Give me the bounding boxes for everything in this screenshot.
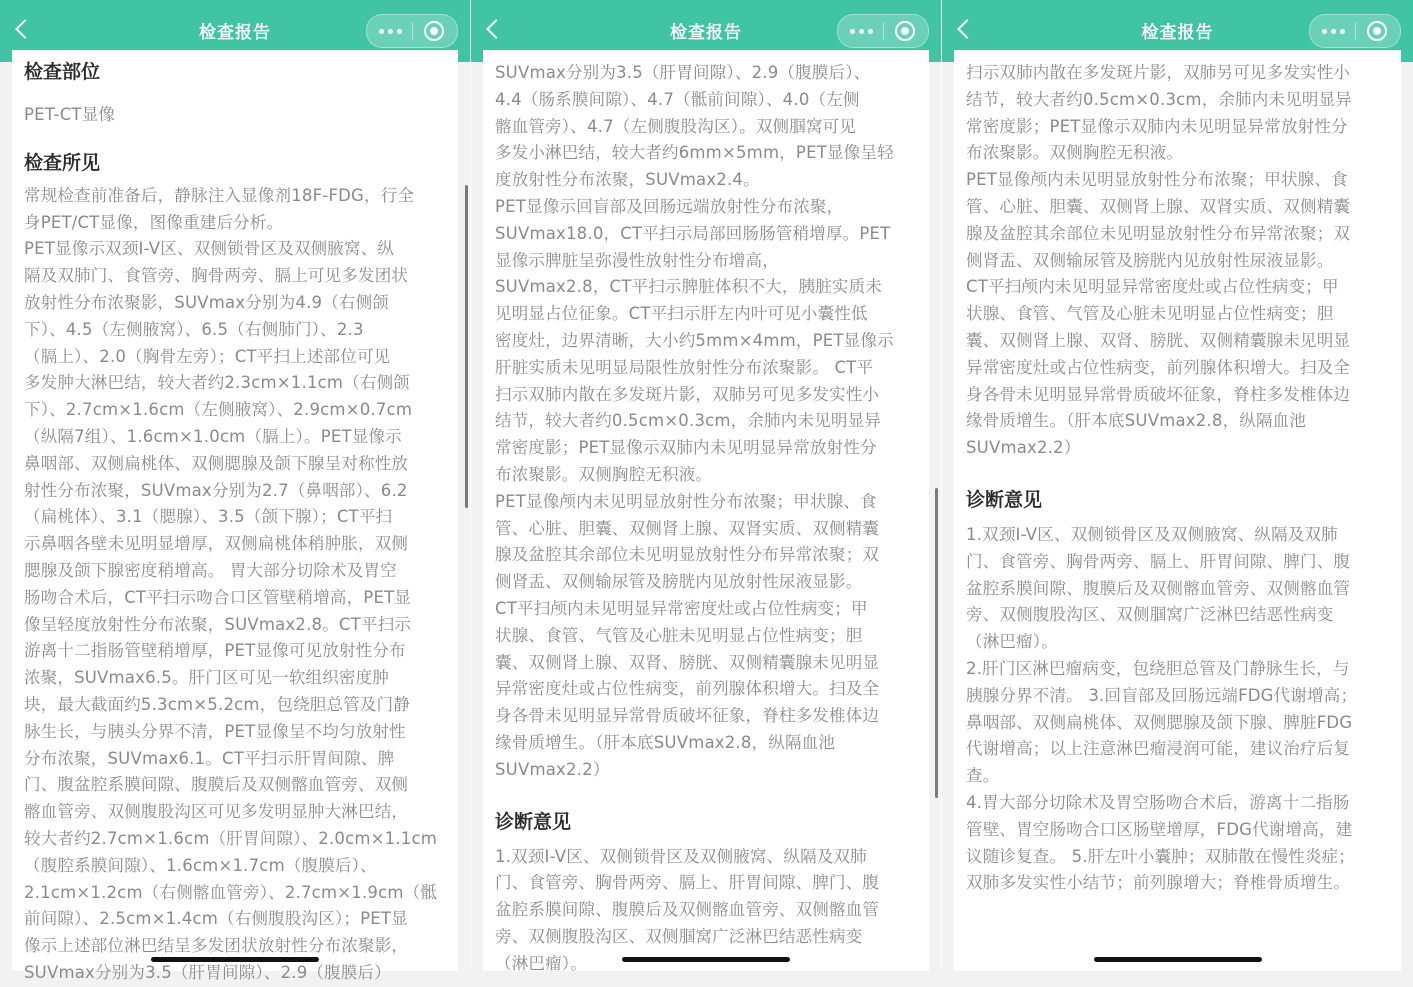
text-line: 双肺多发实性小结节；前列腺增大；脊椎骨质增生。 [966,873,1351,893]
text-line: 前间隙）、2.5cm×1.4cm（右侧腹股沟区）；PET显 [24,909,408,929]
text-line: 髂血管旁）、4.7（左侧腹股沟区）。双侧腘窝可见 [495,116,857,136]
text-line: 鼻咽部、双侧扁桃体、双侧腮腺及颌下腺呈对称性放 [24,453,409,473]
more-dots-icon[interactable] [379,24,405,38]
text-line: 身各骨未见明显异常骨质破坏征象，脊柱多发椎体边 [495,706,880,726]
text-line: 盆腔系膜间隙、腹膜后及双侧髂血管旁、双侧髂血管 [966,578,1351,598]
text-line: 旁、双侧腹股沟区、双侧腘窝广泛淋巴结恶性病变 [966,605,1334,625]
text-line: 管壁、胃空肠吻合口区肠壁增厚，FDG代谢增高，建 [966,819,1353,839]
text-line: 多发小淋巴结，较大者约6mm×5mm，PET显像呈轻 [495,143,894,163]
findings-text [966,60,1389,462]
text-line: 身PET/CT显像，图像重建后分析。 [24,212,284,232]
text-line: 度放射性分布浓聚，SUVmax2.4。 [495,170,760,190]
text-line: SUVmax18.0，CT平扫示局部回肠肠管稍增厚。PET [495,223,891,243]
text-line: 块，最大截面约5.3cm×5.2cm，包绕胆总管及门静 [24,694,410,714]
text-line: SUVmax分别为3.5（肝胃间隙）、2.9（腹膜后） [24,962,391,982]
text-line: 像呈轻度放射性分布浓聚，SUVmax2.8。CT平扫示 [24,614,412,634]
text-line: 多发肿大淋巴结，较大者约2.3cm×1.1cm（右侧颌 [24,373,410,393]
text-line: （膈上）、2.0（胸骨左旁）；CT平扫上述部位可见 [24,346,391,366]
text-line: CT平扫颅内未见明显异常密度灶或占位性病变；甲 [966,277,1339,297]
text-line: 4.胃大部分切除术及胃空肠吻合术后，游离十二指肠 [966,792,1350,812]
text-line: SUVmax2.8，CT平扫示脾脏体积不大，胰脏实质未 [495,277,883,297]
text-line: CT平扫颅内未见明显异常密度灶或占位性病变；甲 [495,598,868,618]
text-line: SUVmax2.2） [966,438,1081,458]
text-line: 下）、4.5（左侧腋窝）、6.5（右侧肺门）、2.3 [24,319,364,339]
text-line: （纵隔7组）、1.6cm×1.0cm（膈上）。PET显像示 [24,426,402,446]
text-line: 门、腹盆腔系膜间隙、腹膜后及双侧髂血管旁、双侧 [24,775,409,795]
text-line: 状腺、食管、气管及心脏未见明显占位性病变；胆 [495,625,863,645]
report-panel-2 [471,0,941,971]
text-line: 下）、2.7cm×1.6cm（左侧腋窝）、2.9cm×0.7cm [24,400,413,420]
text-line: 缘骨质增生。（肝本底SUVmax2.8，纵隔血池 [966,411,1307,431]
text-line: （扁桃体）、3.1（腮腺）、3.5（颌下腺）；CT平扫 [24,507,393,527]
text-line: 分布浓聚，SUVmax6.1。CT平扫示肝胃间隙、脾 [24,748,395,768]
exam-part-value: PET-CT显像 [24,105,116,124]
text-line: 胰腺分界不清。 3.回盲部及回肠远端FDG代谢增高； [966,685,1358,705]
text-line: 1.双颈I-V区、双侧锁骨区及双侧腋窝、纵隔及双肺 [495,846,867,866]
text-line: 肠吻合术后，CT平扫示吻合口区管壁稍增高，PET显 [24,587,412,607]
page-title: 检查报告 [199,23,271,43]
report-card [954,50,1401,971]
text-line: 隔及双肺门、食管旁、胸骨两旁、膈上可见多发团状 [24,266,409,286]
text-line: （腹腔系膜间隙）、1.6cm×1.7cm（腹膜后）、 [24,855,377,875]
text-line: 侧肾盂、双侧输尿管及膀胱内见放射性尿液显影。 [966,250,1334,270]
text-line: 异常密度灶或占位性病变，前列腺体积增大。扫及全 [495,679,880,699]
text-line: 鼻咽部、双侧扁桃体、双侧腮腺及颌下腺、脾脏FDG [966,712,1353,732]
text-line: 游离十二指肠管壁稍增厚，PET显像可见放射性分布 [24,641,406,661]
home-indicator [151,957,319,962]
text-line: （淋巴瘤）。 [495,953,587,973]
text-line: 示鼻咽各壁未见明显增厚，双侧扁桃体稍肿胀，双侧 [24,534,409,554]
text-line: 见明显占位征象。CT平扫示肝左内叶可见小囊性低 [495,304,868,324]
text-line: 查。 [966,766,1000,786]
text-line: 2.肝门区淋巴瘤病变，包绕胆总管及门静脉生长，与 [966,658,1350,678]
report-card [12,50,458,982]
close-target-icon[interactable] [1367,21,1387,41]
text-line: PET显像示回盲部及回肠远端放射性分布浓聚， [495,196,844,216]
text-line: 较大者约2.7cm×1.6cm（肝胃间隙）、2.0cm×1.1cm [24,828,438,848]
mini-program-capsule [1309,14,1401,48]
text-line: 状腺、食管、气管及心脏未见明显占位性病变；胆 [966,304,1334,324]
text-line: 代谢增高；以上注意淋巴瘤浸润可能，建议治疗后复 [966,739,1351,759]
text-line: 2.1cm×1.2cm（右侧髂血管旁）、2.7cm×1.9cm（骶 [24,882,438,902]
close-target-icon[interactable] [424,21,444,41]
section-title-diagnosis: 诊断意见 [966,488,1043,511]
text-line: 腺及盆腔其余部位未见明显放射性分布异常浓聚；双 [495,545,880,565]
text-line: 囊、双侧肾上腺、双肾、膀胱、双侧精囊腺未见明显 [495,652,880,672]
more-dots-icon[interactable] [1322,24,1348,38]
findings-text [495,60,917,784]
scrollbar[interactable] [465,185,468,508]
text-line: 肝脏实质未见明显局限性放射性分布浓聚影。 CT平 [495,357,874,377]
text-line: PET显像颅内未见明显放射性分布浓聚；甲状腺、食 [495,491,877,511]
section-title-part: 检查部位 [24,61,101,83]
page-title: 检查报告 [1141,23,1214,43]
page-title: 检查报告 [670,23,742,43]
text-line: 射性分布浓聚，SUVmax分别为2.7（鼻咽部）、6.2 [24,480,408,500]
text-line: 1.双颈I-V区、双侧锁骨区及双侧腋窝、纵隔及双肺 [966,524,1338,544]
text-line: 身各骨未见明显异常骨质破坏征象，脊柱多发椎体边 [966,384,1351,404]
findings-text [24,183,446,987]
text-line: 常密度影；PET显像示双肺内未见明显异常放射性分 [495,438,877,458]
text-line: 管、心脏、胆囊、双侧肾上腺、双肾实质、双侧精囊 [966,196,1351,216]
text-line: 囊、双侧肾上腺、双肾、膀胱、双侧精囊腺未见明显 [966,330,1351,350]
home-indicator [622,957,790,962]
more-dots-icon[interactable] [850,24,876,38]
text-line: SUVmax2.2） [495,759,610,779]
text-line: 密度灶，边界清晰，大小约5mm×4mm，PET显像示 [495,330,894,350]
text-line: 常密度影；PET显像示双肺内未见明显异常放射性分 [966,116,1348,136]
text-line: 侧肾盂、双侧输尿管及膀胱内见放射性尿液显影。 [495,572,863,592]
text-line: 浓聚，SUVmax6.5。肝门区可见一软组织密度肿 [24,668,390,688]
text-line: 扫示双肺内散在多发斑片影，双肺另可见多发实性小 [495,384,880,404]
text-line: PET显像颅内未见明显放射性分布浓聚；甲状腺、食 [966,170,1348,190]
close-target-icon[interactable] [895,21,915,41]
text-line: 盆腔系膜间隙、腹膜后及双侧髂血管旁、双侧髂血管 [495,900,880,920]
text-line: 布浓聚影。双侧胸腔无积液。 [966,143,1184,163]
report-panel-3 [942,0,1413,971]
text-line: （淋巴瘤）。 [966,632,1058,652]
text-line: 扫示双肺内散在多发斑片影，双肺另可见多发实性小 [966,63,1351,82]
text-line: 异常密度灶或占位性病变，前列腺体积增大。扫及全 [966,357,1351,377]
text-line: 门、食管旁、胸骨两旁、膈上、肝胃间隙、脾门、腹 [966,551,1351,571]
text-line: 髂血管旁、双侧腹股沟区可见多发明显肿大淋巴结， [24,802,409,822]
text-line: 旁、双侧腹股沟区、双侧腘窝广泛淋巴结恶性病变 [495,926,863,946]
section-title-diagnosis: 诊断意见 [495,810,572,833]
text-line: PET显像示双颈I-V区、双侧锁骨区及双侧腋窝、纵 [24,239,395,259]
text-line: 像示上述部位淋巴结呈多发团状放射性分布浓聚影， [24,936,409,956]
text-line: 腮腺及颌下腺密度稍增高。 胃大部分切除术及胃空 [24,560,397,580]
diagnosis-text [966,522,1389,897]
text-line: SUVmax分别为3.5（肝胃间隙）、2.9（腹膜后）、 [495,63,871,82]
report-card [483,50,929,971]
text-line: 议随诊复查。 5.肝左叶小囊肿；双肺散在慢性炎症； [966,846,1355,866]
text-line: 显像示脾脏呈弥漫性放射性分布增高， [495,250,779,270]
text-line: 结节，较大者约0.5cm×0.3cm，余肺内未见明显异 [495,411,881,431]
text-line: 常规检查前准备后，静脉注入显像剂18F-FDG，行全 [24,185,415,205]
text-line: 布浓聚影。双侧胸腔无积液。 [495,464,713,484]
text-line: 放射性分布浓聚影，SUVmax分别为4.9（右侧颌 [24,292,390,312]
scrollbar[interactable] [935,488,938,798]
section-title-findings: 检查所见 [24,151,101,174]
text-line: 腺及盆腔其余部位未见明显放射性分布异常浓聚；双 [966,223,1351,243]
text-line: 结节，较大者约0.5cm×0.3cm，余肺内未见明显异 [966,89,1352,109]
report-panel-1 [0,0,470,982]
text-line: 管、心脏、胆囊、双侧肾上腺、双肾实质、双侧精囊 [495,518,880,538]
mini-program-capsule [366,14,458,48]
text-line: 门、食管旁、胸骨两旁、膈上、肝胃间隙、脾门、腹 [495,873,880,893]
text-line: 4.4（肠系膜间隙）、4.7（骶前间隙）、4.0（左侧 [495,89,860,109]
home-indicator [1094,957,1262,962]
text-line: 脉生长，与胰头分界不清，PET显像呈不均匀放射性 [24,721,406,741]
text-line: 缘骨质增生。（肝本底SUVmax2.8，纵隔血池 [495,732,836,752]
mini-program-capsule [837,14,929,48]
